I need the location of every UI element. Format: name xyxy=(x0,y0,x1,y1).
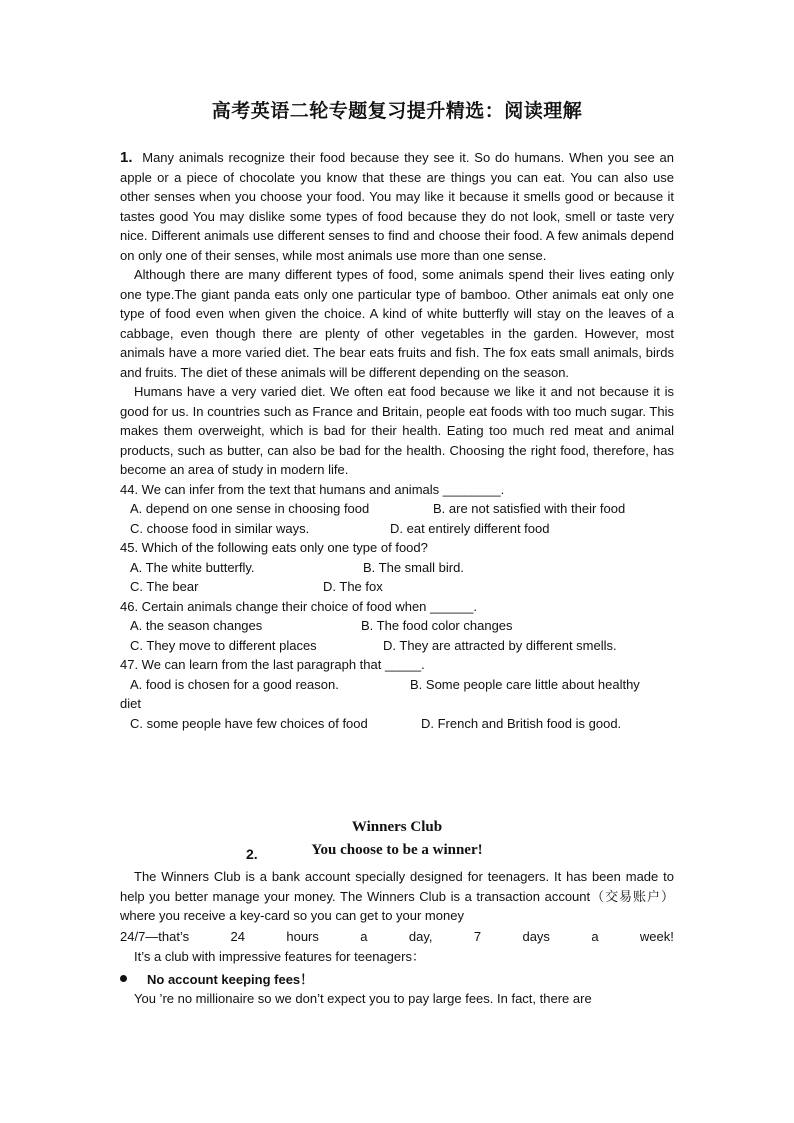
passage-1-paragraph-1: 1. Many animals recognize their food because they see it. So do humans. When you see an apple or a piece of chocolate you know that these are things you can eat. You can also use other senses when you choose your food. You may like it because it smells good or because it tastes good You may dislike some types of food because they do not look, smell or taste very nice. Different animals use different senses to find and choose their food. A few animals depend on only one of their senses, while most animals use more than one sense. xyxy=(120,149,674,263)
option-c: C. some people have few choices of food xyxy=(130,715,368,731)
option-b: B. The food color changes xyxy=(361,618,513,633)
question-stem: 46. Certain animals change their choice of food when ______. xyxy=(120,598,478,614)
passage-1-paragraph-3: Humans have a very varied diet. We often eat food because we like it and not because it is good for us. In countries such as France and Britain, people eat foods with too much sugar. This makes them overweight, which is bad for their health. Eating too much red meat and animal products, such as butter, can also be bad for the health. Choosing the right food, therefore, has become an area of study in modern life. xyxy=(120,384,674,477)
passage-1-paragraph-2: Although there are many different types of food, some animals spend their lives eating only one type.The giant panda eats only one particular type of bamboo. Other animals eat only one type of food even when given the choice. A kind of white butterfly will stay on the leaves of a cabbage, even though there are plenty of other vegetables in the garden. However, most animals have a more varied diet. The bear eats fruits and fish. The fox eats small animals, birds and fruits. The diet of these animals will be different depending on the season. xyxy=(120,267,674,380)
question-stem: 45. Which of the following eats only one type of food? xyxy=(120,540,428,555)
bullet-label: No account keeping fees！ xyxy=(147,972,314,987)
question-stem: 47. We can learn from the last paragraph that _____. xyxy=(120,657,425,672)
passage-2-paragraph-2: It’s a club with impressive features for teenagers： xyxy=(134,948,425,964)
passage-2 xyxy=(120,867,674,966)
option-a: A. depend on one sense in choosing food xyxy=(130,501,370,516)
passage-number: 1. xyxy=(120,149,133,166)
page-title: 高考英语二轮专题复习提升精选：阅读理解 xyxy=(211,100,583,122)
passage-2-heading: Winners Club xyxy=(351,819,443,835)
option-b: B. The small bird. xyxy=(363,559,464,575)
bullet-item xyxy=(120,969,313,988)
option-b: B. are not satisfied with their food xyxy=(433,501,626,516)
option-d: D. eat entirely different food xyxy=(390,520,550,536)
question-stem: 44. We can infer from the text that humans and animals ________. xyxy=(120,481,505,497)
option-c: C. The bear xyxy=(130,579,199,594)
option-d: D. The fox xyxy=(323,579,383,594)
option-b: B. Some people care little about healthy xyxy=(410,676,640,692)
passage-2-paragraph-3: You ’re no millionaire so we don’t expect you to pay large fees. In fact, there are xyxy=(134,991,592,1006)
option-a: A. the season changes xyxy=(130,618,263,633)
passage-2-number: 2. xyxy=(246,846,258,862)
bullet-icon xyxy=(120,975,127,982)
passage-1 xyxy=(120,148,674,733)
passage-2-paragraph-1: The Winners Club is a bank account specially designed for teenagers. It has been made to help you better manage your money. The Winners Club is a transaction account（交易账户） where you receive a key-card so you can get to your money xyxy=(120,869,674,923)
option-b-continued: diet xyxy=(120,696,141,711)
question-46 xyxy=(120,597,674,656)
option-c: C. choose food in similar ways. xyxy=(130,520,310,536)
option-c: C. They move to different places xyxy=(130,637,317,653)
option-d: D. French and British food is good. xyxy=(421,715,622,731)
question-44 xyxy=(120,480,674,539)
option-a: A. The white butterfly. xyxy=(130,559,255,575)
passage-2-paragraph-1-last-line: 24/7—that’s 24 hours a day, 7 days a week! xyxy=(120,928,674,944)
option-a: A. food is chosen for a good reason. xyxy=(130,676,339,692)
passage-2-subheading: You choose to be a winner! xyxy=(311,842,483,858)
option-d: D. They are attracted by different smells. xyxy=(383,637,617,653)
question-45 xyxy=(120,538,674,597)
question-47 xyxy=(120,655,674,733)
